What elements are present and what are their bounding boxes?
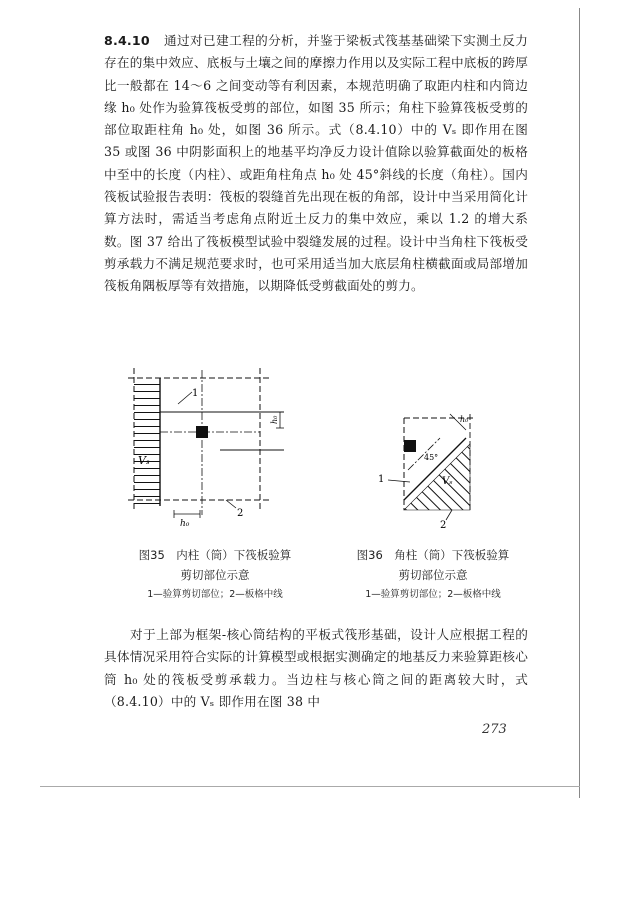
label-2: 2: [440, 520, 447, 530]
paragraph-2: 对于上部为框架-核心筒结构的平板式筏形基础，设计人应根据工程的具体情况采用符合实际的计算模型或根据实测确定的地基反力来验算距核心筒 h₀ 处的筏板受剪承载力。当边柱与核心筒之间的距离较大时，式（8.4.10）中的 Vₛ 即作用在图 38 中: [104, 627, 528, 709]
figure-36-diagram: [370, 400, 490, 530]
label-vs: Vₛ: [442, 476, 453, 487]
figure-35-caption: [120, 545, 310, 603]
page-number: 273: [482, 722, 507, 737]
figure-36-legend: 1—验算剪切部位；2—板格中线: [365, 589, 501, 600]
label-angle: 45°: [424, 453, 439, 462]
figure-36-caption: [338, 545, 528, 603]
label-2: 2: [237, 508, 244, 519]
label-h0-bottom: h₀: [180, 519, 190, 529]
figure-35-title: 图35 内柱（筒）下筏板验算 剪切部位示意: [138, 548, 292, 582]
section-number: 8.4.10: [104, 33, 150, 48]
label-1: 1: [378, 474, 385, 485]
label-vs: Vₛ: [138, 454, 150, 467]
scan-edge-line: [579, 8, 580, 798]
shear-area-hatch: [134, 378, 160, 506]
inner-column: [196, 426, 208, 438]
scan-bottom-line: [40, 786, 580, 787]
figure-35-diagram: [120, 360, 290, 530]
paragraph-1: [104, 30, 528, 298]
corner-column: [404, 440, 416, 452]
figure-36-title: 图36 角柱（筒）下筏板验算 剪切部位示意: [356, 548, 510, 582]
label-1: 1: [192, 388, 199, 399]
paragraph-1-text: 通过对已建工程的分析，并鉴于梁板式筏基基础梁下实测土反力存在的集中效应、底板与土壤之间的摩擦力作用以及实际工程中底板的跨厚比一般都在 14～6 之间变动等有利因素，本规范明确了取距内柱和内筒边缘 h₀ 处作为验算筏板受剪的部位，如图 35 所示；角柱下验算筏板受剪的部位取距柱角 h₀ 处，如图 36 所示。式（8.4.10）中的 Vₛ 即作用在图 35 或图 36 中阴影面积上的地基平均净反力设计值除以验算截面处的板格中至中的长度（内柱）、或距角柱角点 h₀ 处 45°斜线的长度（角柱）。国内筏板试验报告表明：筏板的裂缝首先出现在板的角部，设计中当采用简化计算方法时，需适当考虑角点附近土反力的集中效应，乘以 1.2 的增大系数。图 37 给出了筏板模型试验中裂缝发展的过程。设计中当角柱下筏板受剪承载力不满足规范要求时，也可采用适当加大底层角柱横截面或局部增加筏板角隅板厚等有效措施，以期降低受剪截面处的剪力。: [104, 33, 528, 294]
label-h0: h₀: [460, 415, 469, 424]
label-h0-side: h₀: [270, 415, 279, 424]
figure-35-legend: 1—验算剪切部位；2—板格中线: [147, 589, 283, 600]
